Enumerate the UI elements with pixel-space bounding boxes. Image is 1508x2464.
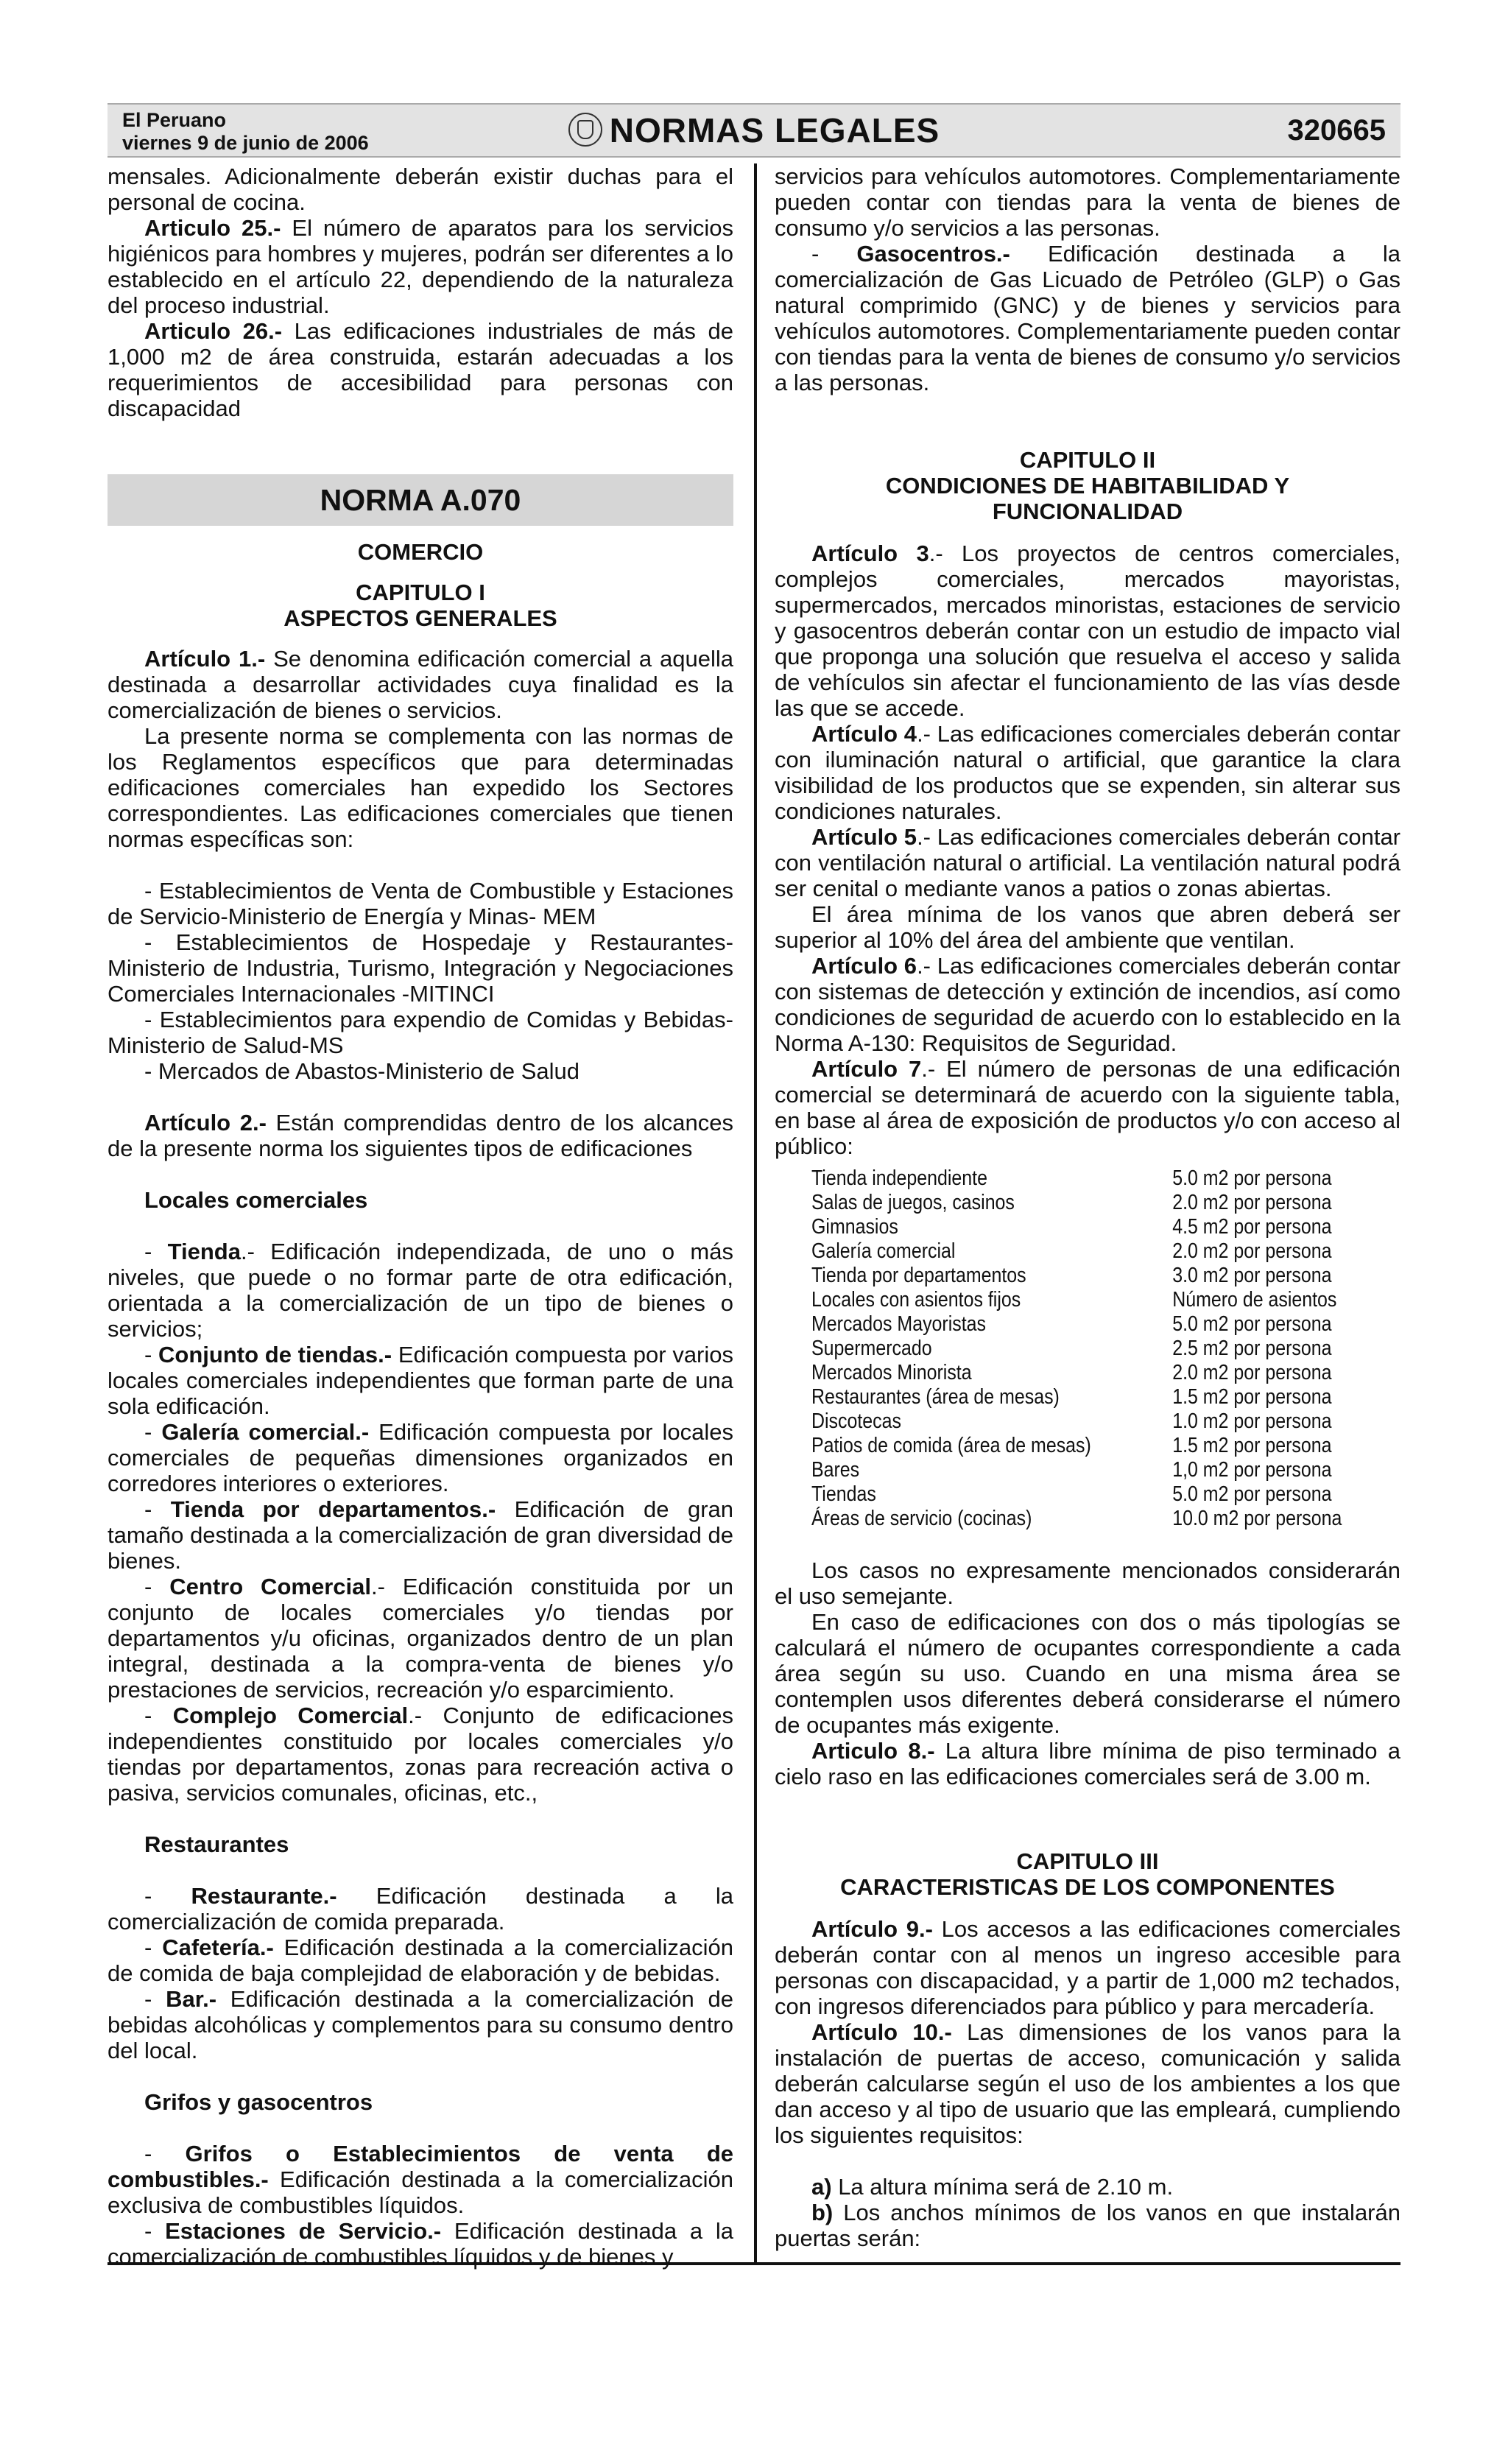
table-cell-type: Bares xyxy=(811,1458,860,1482)
definition-text: Edificación compuesta por varios locales comerciales independientes que forman parte de una sola edificación. xyxy=(108,1342,734,1419)
table-cell-type: Salas de juegos, casinos xyxy=(811,1191,1015,1214)
article-text: Están comprendidas dentro de los alcances de la presente norma los siguientes tipos de edificaciones xyxy=(108,1110,734,1161)
chapter-subtitle: CONDICIONES DE HABITABILIDAD Y xyxy=(885,473,1290,499)
article-7 xyxy=(775,1056,1400,1159)
definition-text: Edificación destinada a la comercialización de bebidas alcohólicas y complementos para su consumo dentro del local. xyxy=(108,1986,734,2063)
table-row xyxy=(811,1312,1381,1337)
paragraph: La presente norma se complementa con las normas de los Reglamentos específicos que para determinadas edificaciones comerciales han expedido los Sectores correspondientes. Las edificaciones comerciales que tienen normas específicas son: xyxy=(108,723,733,852)
newspaper-name: El Peruano xyxy=(122,109,227,131)
item-label: a) xyxy=(811,2174,832,2200)
table-cell-type: Galería comercial xyxy=(811,1239,956,1263)
table-cell-ratio: 5.0 m2 por persona xyxy=(1172,1312,1332,1336)
table-cell-type: Mercados Mayoristas xyxy=(811,1312,987,1336)
chapter-title: CAPITULO I xyxy=(356,580,485,605)
definition-label: Complejo Comercial xyxy=(172,1703,409,1728)
article-3 xyxy=(775,541,1400,721)
table-cell-type: Gimnasios xyxy=(811,1215,898,1239)
article-label: Artículo 2.- xyxy=(144,1110,267,1136)
table-cell-type: Mercados Minorista xyxy=(811,1361,972,1384)
article-10 xyxy=(775,2019,1400,2148)
table-row xyxy=(811,1434,1381,1458)
right-column xyxy=(775,163,1400,2251)
table-cell-ratio: 2.5 m2 por persona xyxy=(1172,1337,1332,1360)
definition-gasocentros: - Gasocentros.- Edificación destinada a la comercialización de Gas Licuado de Petróleo (GLP) o Gas natural comprimido (GNC) y de bienes y servicios para vehículos automotores. Complementariamente pueden contar con tiendas para la venta de bienes de consumo y/o servicios a las personas. xyxy=(775,241,1400,395)
list-item-a xyxy=(775,2174,1400,2200)
list-item: - Mercados de Abastos-Ministerio de Salud xyxy=(144,1058,580,1084)
chapter-subtitle: FUNCIONALIDAD xyxy=(992,499,1183,524)
definition-label: Galería comercial.- xyxy=(161,1419,370,1445)
table-cell-ratio: 3.0 m2 por persona xyxy=(1172,1264,1332,1287)
table-cell-ratio: 5.0 m2 por persona xyxy=(1172,1166,1332,1190)
article-2 xyxy=(108,1110,733,1161)
definition-text: Edificación destinada a la comercialización de combustibles líquidos y de bienes y xyxy=(108,2218,733,2270)
definition-label: Estaciones de Servicio.- xyxy=(165,2218,442,2244)
table-cell-ratio: 4.5 m2 por persona xyxy=(1172,1215,1332,1239)
chapter-subtitle: CARACTERISTICAS DE LOS COMPONENTES xyxy=(840,1874,1335,1900)
definition-text: Edificación de gran tamaño destinada a la comercialización de gran diversidad de bienes. xyxy=(108,1496,734,1574)
table-cell-ratio: 1.5 m2 por persona xyxy=(1172,1434,1332,1457)
article-label: Artículo 10.- xyxy=(811,2019,952,2045)
table-cell-type: Patios de comida (área de mesas) xyxy=(811,1434,1091,1457)
paragraph: servicios para vehículos automotores. Complementariamente pueden contar con tiendas para la venta de bienes de consumo y/o servicios a las personas. xyxy=(775,163,1400,241)
table-row xyxy=(811,1409,1381,1434)
article-label: Artículo 9.- xyxy=(811,1916,933,1942)
article-25 xyxy=(108,215,733,318)
definition-label: Grifos o Establecimientos de venta de combustibles.- xyxy=(108,2141,733,2192)
table-cell-ratio: 2.0 m2 por persona xyxy=(1172,1191,1332,1214)
page-number: 320665 xyxy=(1287,114,1386,147)
list-item: - Establecimientos de Hospedaje y Restaurantes- Ministerio de Industria, Turismo, Integración y Negociaciones Comerciales Internacionales -MITINCI xyxy=(108,929,733,1007)
page-header xyxy=(108,103,1400,158)
table-cell-type: Tiendas xyxy=(811,1482,876,1506)
article-text: Las dimensiones de los vanos para la instalación de puertas de acceso, comunicación y salida deberán calcularse según el uso de los ambientes a los que dan acceso y al tipo de usuario que las empleará, cumpliendo los siguientes requisitos: xyxy=(775,2019,1400,2148)
definition-label: Cafetería.- xyxy=(162,1935,274,1960)
definition-conjunto: - Conjunto de tiendas.- Edificación compuesta por varios locales comerciales independientes que forman parte de una sola edificación. xyxy=(108,1342,734,1419)
table-row xyxy=(811,1337,1381,1361)
article-label: Articulo 25.- xyxy=(144,215,281,241)
paragraph: El área mínima de los vanos que abren deberá ser superior al 10% del área del ambiente que ventilan. xyxy=(775,901,1400,953)
table-cell-ratio: 1.5 m2 por persona xyxy=(1172,1385,1332,1409)
table-row xyxy=(811,1191,1381,1215)
article-text: .- El número de personas de una edificación comercial se determinará de acuerdo con la siguiente tabla, en base al área de exposición de productos y/o con acceso al público: xyxy=(775,1056,1401,1159)
article-label: Articulo 8.- xyxy=(811,1738,935,1764)
article-text: .- Los proyectos de centros comerciales, complejos comerciales, mercados mayoristas, supermercados, mercados minoristas, estaciones de servicio y gasocentros deberán contar con un estudio de impacto vial que proponga una solución que resuelva el acceso y salida de vehículos sin afectar el funcionamiento de las vías desde las que se accede. xyxy=(775,541,1400,721)
table-cell-type: Tienda independiente xyxy=(811,1166,987,1190)
table-row xyxy=(811,1288,1381,1312)
table-row xyxy=(811,1507,1381,1531)
issue-date: viernes 9 de junio de 2006 xyxy=(122,132,369,154)
list-item: - Establecimientos para expendio de Comidas y Bebidas-Ministerio de Salud-MS xyxy=(108,1007,733,1058)
definition-label: Bar.- xyxy=(166,1986,217,2012)
article-4 xyxy=(775,721,1400,824)
article-1 xyxy=(108,646,733,723)
definition-label: Centro Comercial xyxy=(169,1574,371,1599)
definition-tienda: - Tienda.- Edificación independizada, de uno o más niveles, que puede o no formar parte de otra edificación, orientada a la comercialización de un tipo de bienes o servicios; xyxy=(108,1239,733,1342)
definition-departamentos: - Tienda por departamentos.- Edificación de gran tamaño destinada a la comercialización de gran diversidad de bienes. xyxy=(108,1496,734,1574)
table-row xyxy=(811,1361,1381,1385)
definition-estaciones: - Estaciones de Servicio.- Edificación destinada a la comercialización de combustibles líquidos y de bienes y xyxy=(108,2218,733,2270)
table-row xyxy=(811,1482,1381,1507)
article-6 xyxy=(775,953,1400,1056)
article-5 xyxy=(775,824,1400,901)
article-text: Las edificaciones industriales de más de 1,000 m2 de área construida, estarán adecuadas a los requerimientos de accesibilidad para personas con discapacidad xyxy=(108,318,733,421)
table-row xyxy=(811,1239,1381,1264)
definition-label: Gasocentros.- xyxy=(856,241,1010,267)
section-name: NORMAS LEGALES xyxy=(609,111,940,149)
definition-text: Edificación destinada a la comercialización exclusiva de combustibles líquidos. xyxy=(108,2166,733,2218)
list-item: - Establecimientos de Venta de Combustible y Estaciones de Servicio-Ministerio de Energía y Minas- MEM xyxy=(108,878,733,929)
paragraph: Los casos no expresamente mencionados considerarán el uso semejante. xyxy=(775,1557,1400,1609)
definition-text: .- Edificación constituida por un conjunto de locales comerciales y/o tiendas por departamentos y/u oficinas, organizados dentro de un plan integral, destinada a la compra-venta de bienes y/o prestaciones de servicios, recreación y/o esparcimiento. xyxy=(108,1574,733,1703)
definition-text: .- Edificación independizada, de uno o más niveles, que puede o no formar parte de otra edificación, orientada a la comercialización de un tipo de bienes o servicios; xyxy=(108,1239,733,1342)
article-text: Se denomina edificación comercial a aquella destinada a desarrollar actividades cuya finalidad es la comercialización de bienes o servicios. xyxy=(108,646,734,723)
table-cell-ratio: Número de asientos xyxy=(1172,1288,1337,1312)
subsection-heading: Locales comerciales xyxy=(144,1187,368,1213)
definition-text: Edificación destinada a la comercialización de comida de baja complejidad de elaboración y de bebidas. xyxy=(108,1935,734,1986)
paragraph: mensales. Adicionalmente deberán existir duchas para el personal de cocina. xyxy=(108,163,733,215)
article-label: Artículo 7 xyxy=(811,1056,922,1082)
definition-centro: - Centro Comercial.- Edificación constituida por un conjunto de locales comerciales y/o tiendas por departamentos y/u oficinas, organizados dentro de un plan integral, destinada a la compra-venta de bienes y/o prestaciones de servicios, recreación y/o esparcimiento. xyxy=(108,1574,733,1703)
coat-of-arms-icon xyxy=(568,113,602,147)
norma-title: NORMA A.070 xyxy=(108,474,733,526)
table-cell-ratio: 2.0 m2 por persona xyxy=(1172,1239,1332,1263)
definition-label: Tienda xyxy=(167,1239,241,1264)
definition-label: Restaurante.- xyxy=(191,1883,337,1909)
definition-text: Edificación destinada a la comercialización de comida preparada. xyxy=(108,1883,734,1935)
article-text: .- Las edificaciones comerciales deberán contar con iluminación natural o artificial, que garantice la clara visibilidad de los productos que se expenden, sin alterar sus condiciones naturales. xyxy=(775,721,1401,824)
definition-cafeteria: - Cafetería.- Edificación destinada a la comercialización de comida de baja complejidad de elaboración y de bebidas. xyxy=(108,1935,734,1986)
table-cell-ratio: 1.0 m2 por persona xyxy=(1172,1409,1332,1433)
definition-grifos: - Grifos o Establecimientos de venta de combustibles.- Edificación destinada a la comercialización exclusiva de combustibles líquidos. xyxy=(108,2141,733,2218)
table-cell-type: Supermercado xyxy=(811,1337,932,1360)
occupancy-table xyxy=(811,1166,1381,1531)
article-9 xyxy=(775,1916,1400,2019)
table-cell-type: Tienda por departamentos xyxy=(811,1264,1026,1287)
definition-label: Conjunto de tiendas.- xyxy=(158,1342,392,1367)
table-cell-ratio: 1,0 m2 por persona xyxy=(1172,1458,1332,1482)
subsection-heading: Grifos y gasocentros xyxy=(144,2089,373,2115)
article-label: Artículo 1.- xyxy=(144,646,266,672)
paragraph: En caso de edificaciones con dos o más tipologías se calculará el número de ocupantes correspondiente a cada área según su uso. Cuando en una misma área se contemplen usos diferentes deberá considerarse el número de ocupantes más exigente. xyxy=(775,1609,1400,1738)
definition-text: Edificación destinada a la comercialización de Gas Licuado de Petróleo (GLP) o Gas natural comprimido (GNC) y de bienes y servicios para vehículos automotores. Complementariamente pueden contar con tiendas para la venta de bienes de consumo y/o servicios a las personas. xyxy=(775,241,1400,395)
chapter-title: CAPITULO II xyxy=(1019,447,1156,473)
article-26 xyxy=(108,318,733,421)
article-text: El número de aparatos para los servicios higiénicos para hombres y mujeres, podrán ser diferentes a lo establecido en el artículo 22, dependiendo de la naturaleza del proceso industrial. xyxy=(108,215,733,318)
left-column xyxy=(108,163,733,2270)
table-cell-ratio: 2.0 m2 por persona xyxy=(1172,1361,1332,1384)
item-text: La altura mínima será de 2.10 m. xyxy=(831,2174,1174,2200)
table-cell-type: Discotecas xyxy=(811,1409,901,1433)
article-label: Artículo 5 xyxy=(811,824,917,850)
chapter-subtitle: ASPECTOS GENERALES xyxy=(283,605,557,631)
column-divider xyxy=(754,163,757,2262)
table-row xyxy=(811,1215,1381,1239)
article-label: Artículo 3 xyxy=(811,541,929,566)
article-label: Artículo 6 xyxy=(811,953,917,979)
article-text: La altura libre mínima de piso terminado a cielo raso en las edificaciones comerciales será de 3.00 m. xyxy=(775,1738,1400,1789)
table-cell-type: Restaurantes (área de mesas) xyxy=(811,1385,1060,1409)
item-label: b) xyxy=(811,2200,834,2225)
table-row xyxy=(811,1264,1381,1288)
list-item-b xyxy=(775,2200,1400,2251)
article-label: Artículo 4 xyxy=(811,721,917,747)
table-cell-ratio: 10.0 m2 por persona xyxy=(1172,1507,1342,1530)
section-heading: COMERCIO xyxy=(357,539,484,565)
definition-label: Tienda por departamentos.- xyxy=(170,1496,496,1522)
article-text: .- Las edificaciones comerciales deberán contar con ventilación natural o artificial. La ventilación natural podrá ser cenital o mediante vanos a patios o zonas abiertas. xyxy=(775,824,1401,901)
definition-text: .- Conjunto de edificaciones independientes constituido por locales comerciales y/o tiendas por departamentos, zonas para recreación activa o pasiva, servicios comunales, oficinas, etc., xyxy=(108,1703,733,1806)
article-8 xyxy=(775,1738,1400,1789)
table-row xyxy=(811,1166,1381,1191)
chapter-title: CAPITULO III xyxy=(1016,1848,1159,1874)
definition-bar: - Bar.- Edificación destinada a la comercialización de bebidas alcohólicas y complementos para su consumo dentro del local. xyxy=(108,1986,734,2063)
table-cell-type: Áreas de servicio (cocinas) xyxy=(811,1507,1032,1530)
item-text: Los anchos mínimos de los vanos en que instalarán puertas serán: xyxy=(775,2200,1400,2251)
article-text: .- Las edificaciones comerciales deberán contar con sistemas de detección y extinción de incendios, así como condiciones de seguridad de acuerdo con lo establecido en la Norma A-130: Requisitos de Seguridad. xyxy=(775,953,1401,1056)
article-text: Los accesos a las edificaciones comerciales deberán contar con al menos un ingreso accesible para personas con discapacidad, y a partir de 1,000 m2 techados, con ingresos diferenciados para público y para mercadería. xyxy=(775,1916,1400,2019)
subsection-heading: Restaurantes xyxy=(144,1831,289,1857)
section-title xyxy=(108,110,1400,150)
article-label: Articulo 26.- xyxy=(144,318,283,344)
table-cell-type: Locales con asientos fijos xyxy=(811,1288,1021,1312)
table-row xyxy=(811,1385,1381,1409)
definition-restaurante: - Restaurante.- Edificación destinada a la comercialización de comida preparada. xyxy=(108,1883,734,1935)
definition-text: Edificación compuesta por locales comerciales de pequeñas dimensiones organizados en corredores interiores o exteriores. xyxy=(108,1419,733,1496)
table-cell-ratio: 5.0 m2 por persona xyxy=(1172,1482,1332,1506)
definition-complejo: - Complejo Comercial.- Conjunto de edificaciones independientes constituido por locales comerciales y/o tiendas por departamentos, zonas para recreación activa o pasiva, servicios comunales, oficinas, etc., xyxy=(108,1703,733,1806)
table-row xyxy=(811,1458,1381,1482)
definition-galeria: - Galería comercial.- Edificación compuesta por locales comerciales de pequeñas dimensiones organizados en corredores interiores o exteriores. xyxy=(108,1419,733,1496)
